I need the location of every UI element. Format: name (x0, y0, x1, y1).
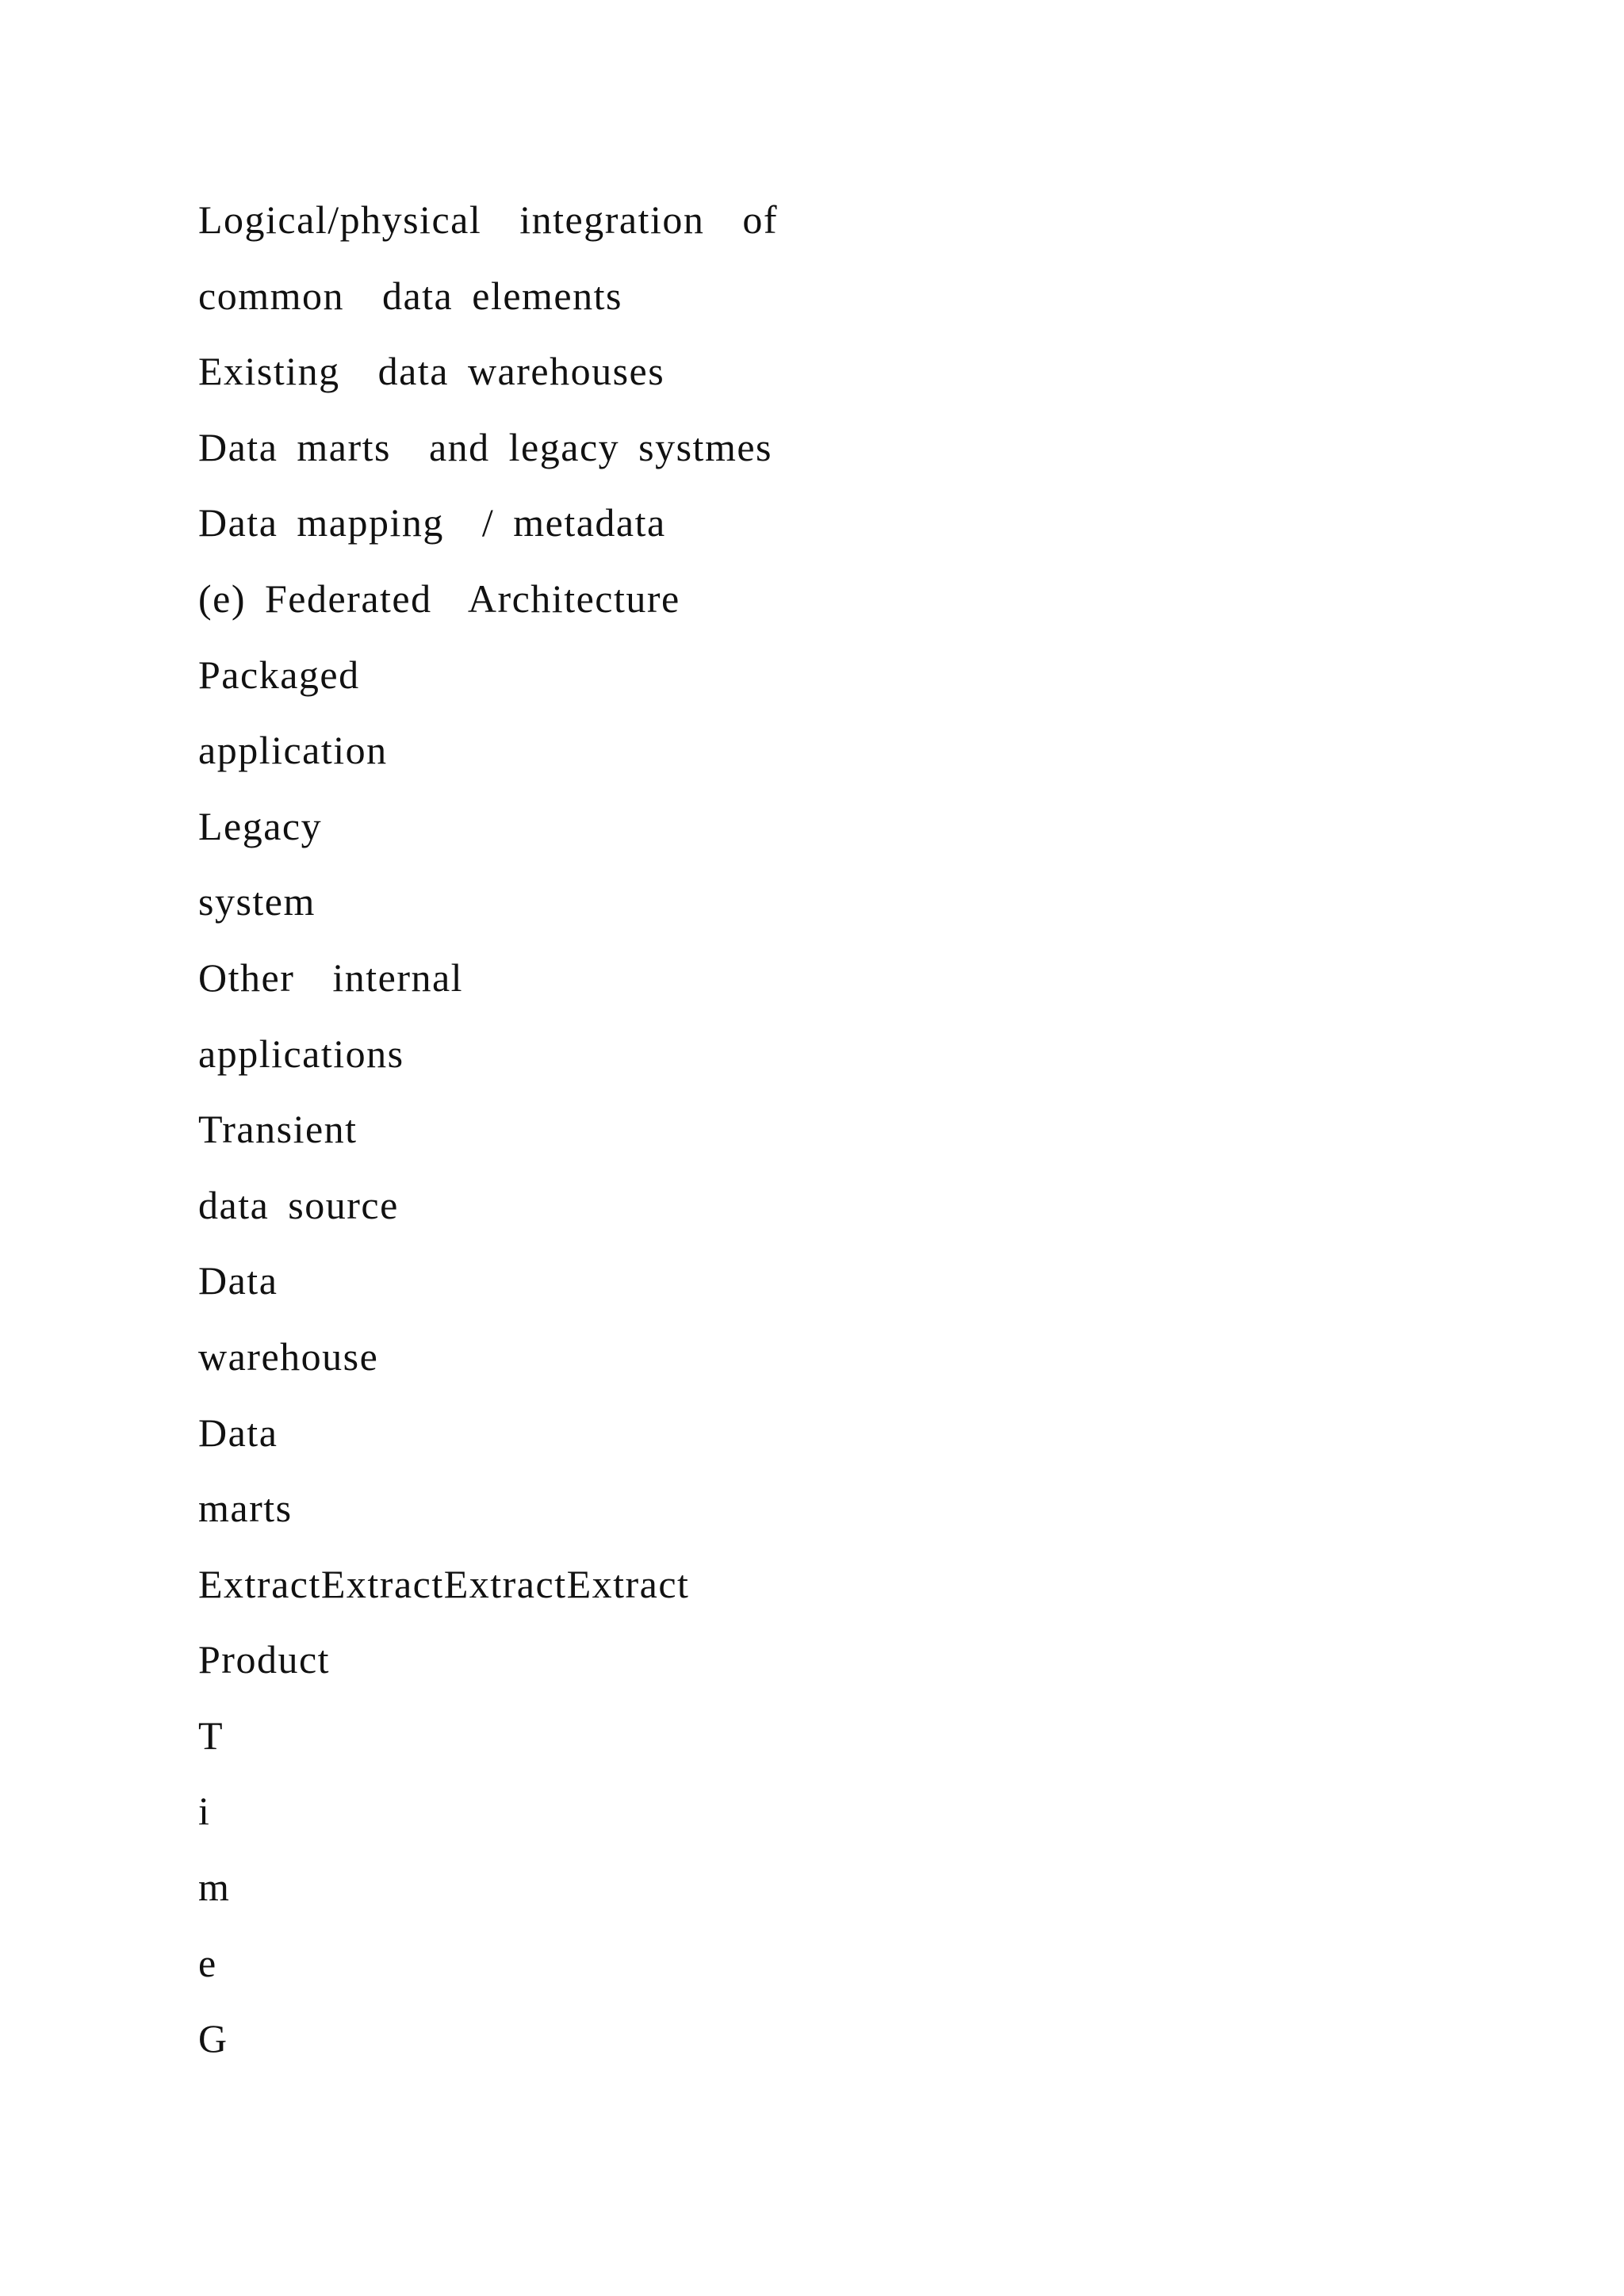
text-line: system (198, 879, 316, 924)
text-line: e (198, 1940, 217, 1985)
text-line: Legacy (198, 803, 323, 848)
text-line: ExtractExtractExtractExtract (198, 1561, 690, 1606)
text-line: Logical/physical integration of (198, 197, 778, 242)
text-line: application (198, 728, 388, 773)
text-line: Existing data warehouses (198, 349, 665, 394)
text-line: Data marts and legacy systmes (198, 424, 772, 469)
text-line: applications (198, 1031, 404, 1076)
text-line: m (198, 1865, 231, 1910)
text-line: warehouse (198, 1334, 379, 1379)
text-line: Product (198, 1637, 331, 1682)
text-line: Transient (198, 1107, 358, 1152)
text-line: marts (198, 1486, 293, 1531)
text-line: Data (198, 1410, 278, 1455)
text-line: Packaged (198, 652, 360, 697)
text-line: G (198, 2016, 228, 2061)
text-line: Data (198, 1258, 278, 1303)
text-line: Data mapping / metadata (198, 500, 666, 545)
text-block (198, 190, 1546, 2085)
text-line: Other internal (198, 955, 464, 1000)
text-line: i (198, 1789, 211, 1834)
text-line: common data elements (198, 273, 622, 318)
text-line: data source (198, 1182, 399, 1227)
text-line: T (198, 1712, 224, 1758)
text-line: (e) Federated Architecture (198, 576, 680, 621)
